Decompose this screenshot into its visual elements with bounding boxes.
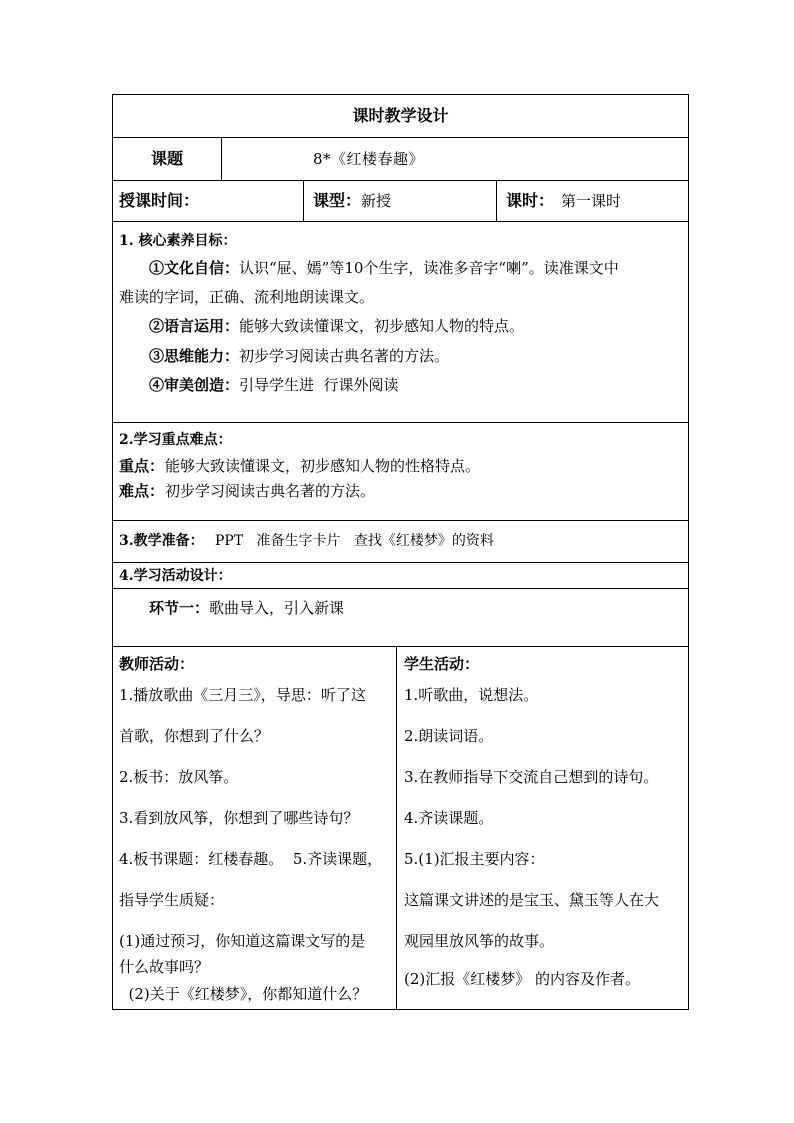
student-line: 2.朗读词语。 [404, 727, 494, 745]
teacher-line: (1)通过预习，你知道这篇课文写的是 [119, 932, 366, 950]
goal-2-label: ②语言运用： [149, 317, 240, 335]
meta-row [113, 180, 688, 221]
student-line: 这篇课文讲述的是宝玉、黛玉等人在大 [404, 891, 660, 909]
divider [221, 138, 222, 180]
teacher-heading: 教师活动： [119, 655, 195, 673]
student-line: 观园里放风筝的故事。 [404, 932, 555, 950]
goal-3-label: ③思维能力： [149, 347, 240, 365]
segment-label: 环节一： [149, 599, 210, 617]
teacher-line: 1.播放歌曲《三月三》，导思：听了这 [119, 686, 366, 704]
key-points-row [113, 422, 688, 520]
teacher-line: 首歌，你想到了什么？ [119, 727, 270, 745]
teacher-line: 什么故事吗？ [119, 958, 210, 976]
student-heading: 学生活动： [404, 655, 480, 673]
activity-design-row [113, 562, 688, 588]
goal-1-label: ①文化自信： [149, 259, 240, 277]
topic-label: 课题 [151, 149, 184, 168]
segment-text: 歌曲导入，引入新课 [209, 599, 345, 617]
lesson-plan-table [112, 94, 689, 1010]
preparation-text: PPT 准备生字卡片 查找《红楼梦》的资料 [215, 533, 494, 549]
difficulty-label: 难点： [119, 482, 165, 500]
preparation-label: 3.教学准备： [119, 533, 204, 549]
student-line: (2)汇报《红楼梦》 的内容及作者。 [404, 970, 641, 988]
teacher-line: 指导学生质疑： [119, 891, 225, 909]
segment-row [113, 588, 688, 646]
type-label: 课型： [313, 191, 362, 210]
teacher-line: 3.看到放风筝，你想到了哪些诗句？ [119, 809, 359, 827]
period-label: 课时： [506, 191, 555, 210]
activity-design-heading: 4.学习活动设计： [119, 568, 232, 584]
preparation-row [113, 520, 688, 562]
student-line: 1.听歌曲，说想法。 [404, 686, 539, 704]
teacher-line: 2.板书：放风筝。 [119, 768, 239, 786]
divider [303, 181, 304, 221]
focus-label: 重点： [119, 457, 165, 475]
goal-4-text: 引导学生进 行课外阅读 [239, 376, 399, 394]
student-line: 3.在教师指导下交流自己想到的诗句。 [404, 768, 659, 786]
teacher-line: (2)关于《红楼梦》，你都知道什么？ [119, 985, 368, 1003]
goal-2-text: 能够大致读懂课文，初步感知人物的特点。 [239, 317, 525, 335]
goals-heading: 1. 核心素养目标： [119, 233, 237, 249]
difficulty-text: 初步学习阅读古典名著的方法。 [165, 482, 376, 500]
key-points-heading: 2.学习重点难点： [119, 432, 232, 448]
time-label: 授课时间： [119, 191, 200, 210]
activities-row [113, 646, 688, 1009]
period-value: 第一课时 [561, 192, 622, 210]
goals-row [113, 221, 688, 422]
table-title: 课时教学设计 [352, 106, 449, 125]
topic-value: 8*《红楼春趣》 [313, 150, 425, 168]
goal-3-text: 初步学习阅读古典名著的方法。 [239, 347, 450, 365]
divider [396, 647, 397, 1009]
student-line: 5.(1)汇报主要内容： [404, 850, 545, 868]
goal-1-text: 认识“屉、嫣”等10个生字，读准多音字“喇”。读准课文中 [239, 259, 619, 277]
teacher-line: 4.板书课题：红楼春趣。 5.齐读课题， [119, 850, 383, 868]
goal-4-label: ④审美创造： [149, 376, 240, 394]
type-value: 新授 [361, 192, 392, 210]
goal-1-text-cont: 难读的字词，正确、流利地朗读课文。 [119, 288, 375, 306]
title-row [113, 95, 688, 137]
student-line: 4.齐读课题。 [404, 809, 494, 827]
focus-text: 能够大致读懂课文，初步感知人物的性格特点。 [165, 457, 481, 475]
divider [496, 181, 497, 221]
topic-row [113, 137, 688, 180]
